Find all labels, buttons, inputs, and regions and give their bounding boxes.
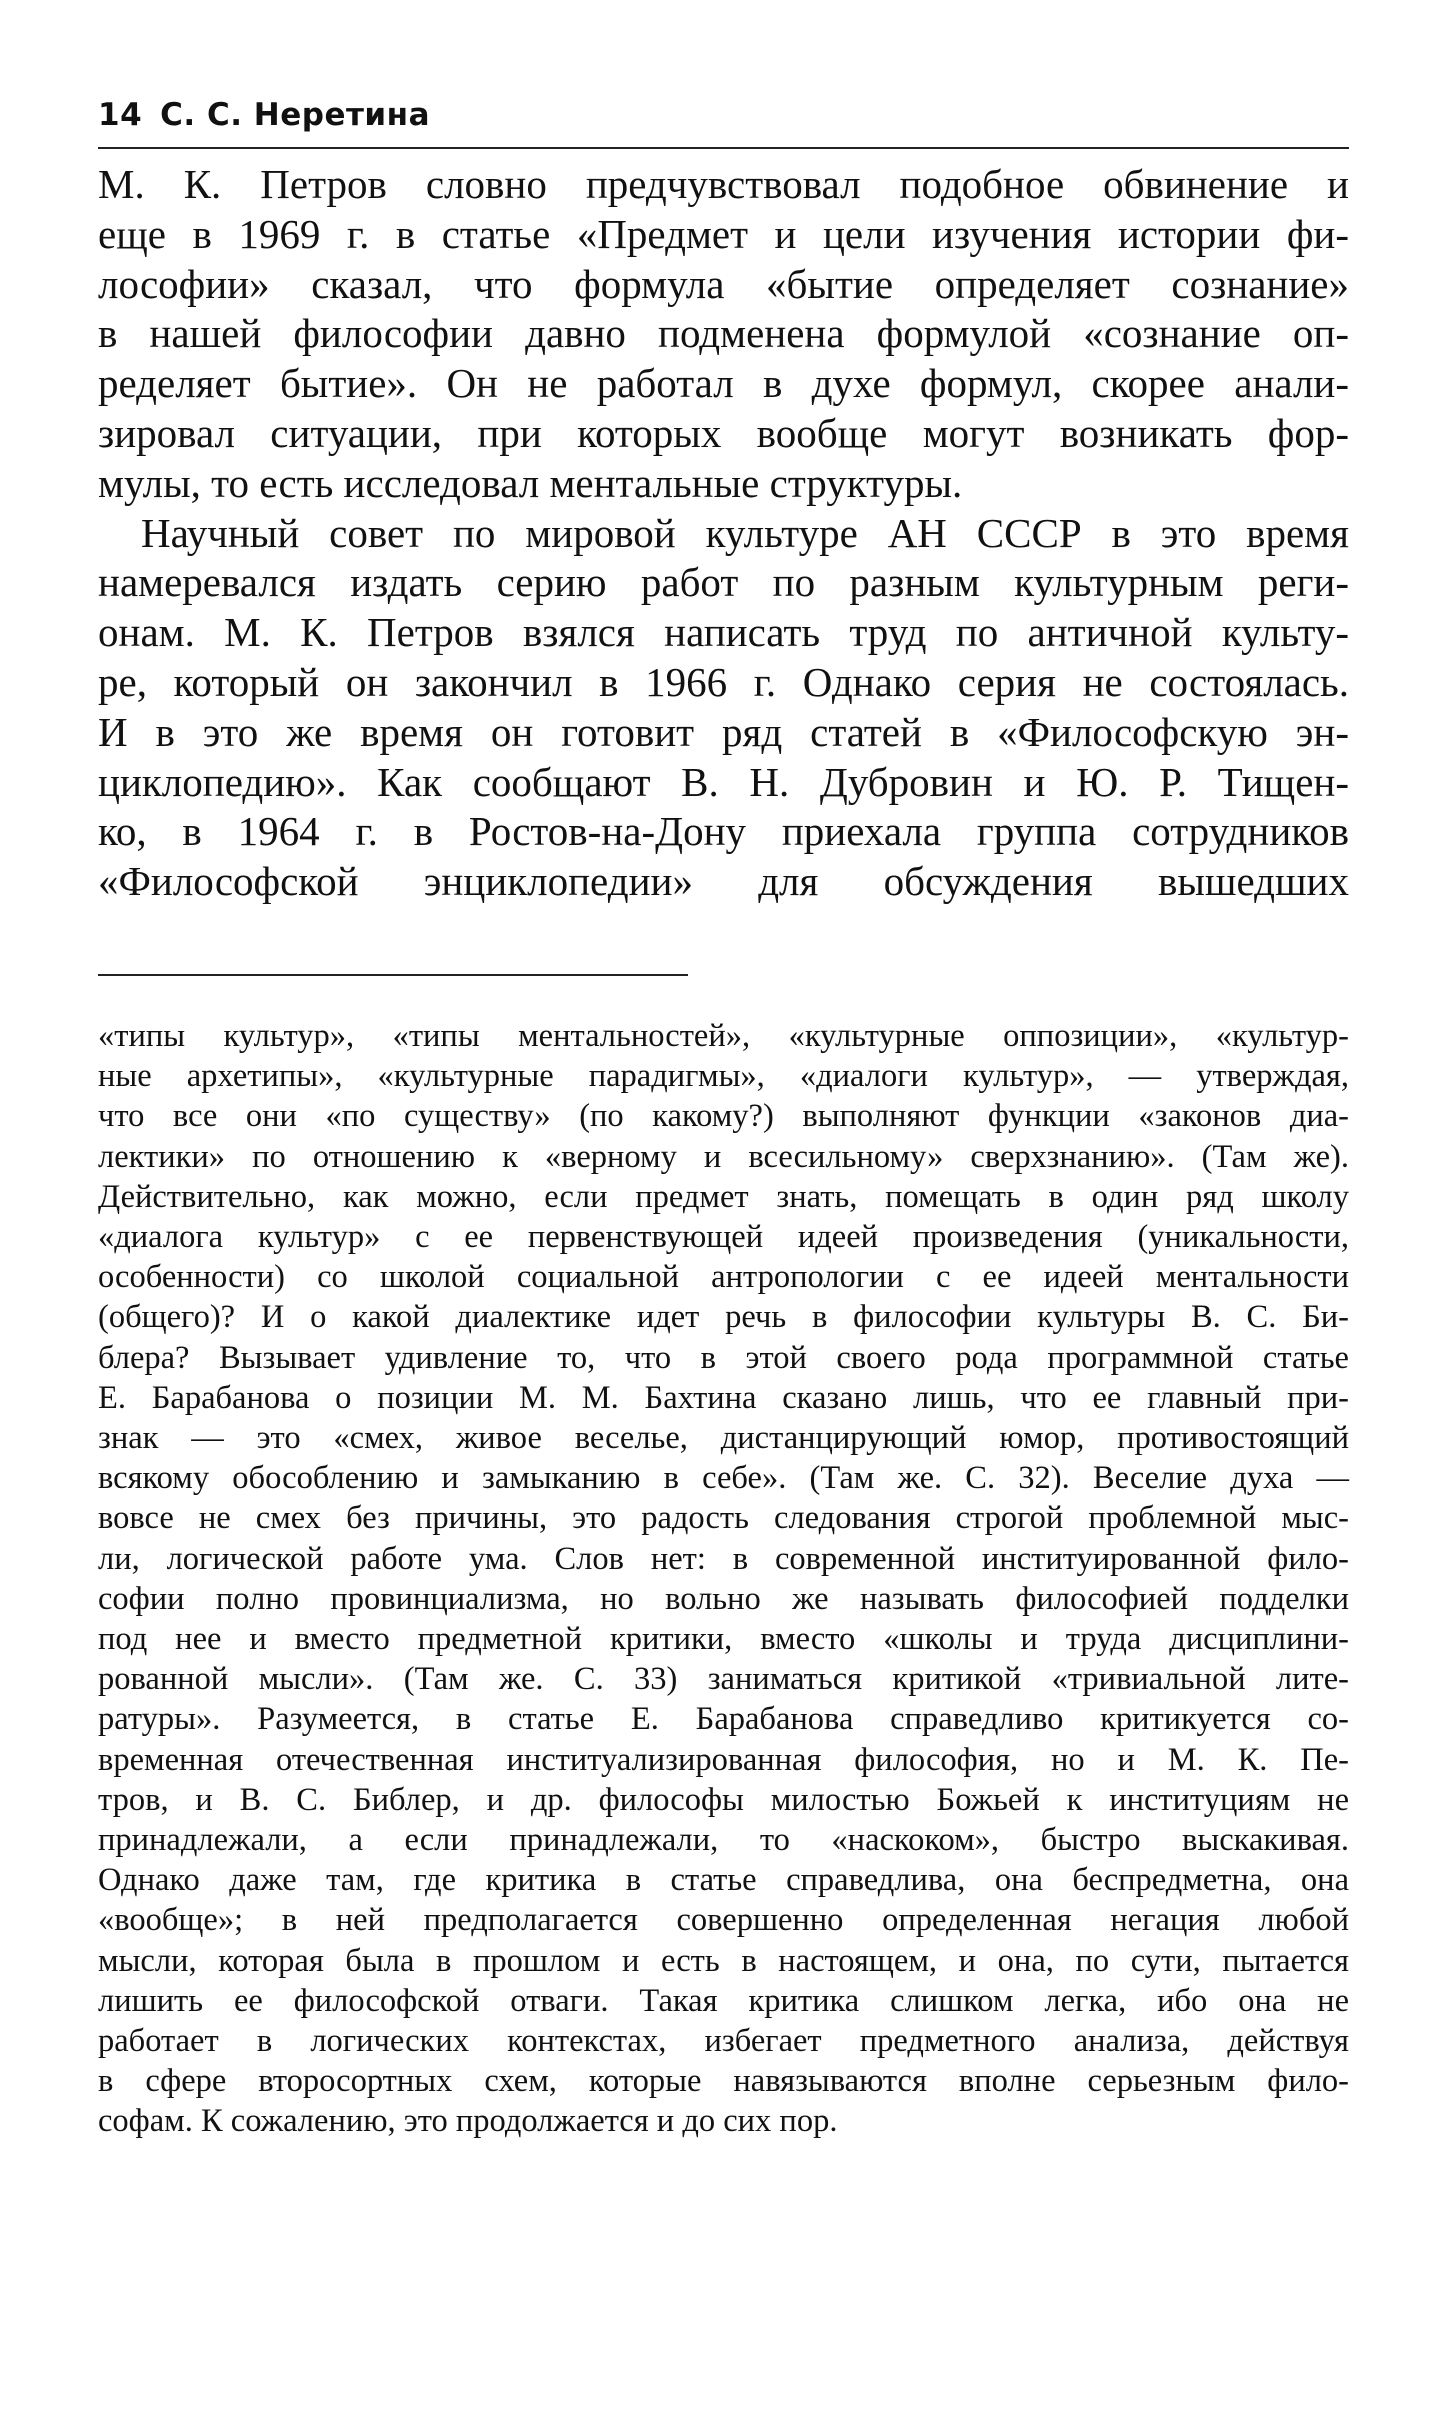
footnote-line: «диалога культур» с ее первенствующей идеей произведения (уникальности, xyxy=(98,1219,1349,1256)
text-line: циклопедию». Как сообщают В. Н. Дубровин и Ю. Р. Тищен- xyxy=(98,758,1349,805)
footnote-rule xyxy=(98,974,688,976)
text-line: лософии» сказал, что формула «бытие определяет сознание» xyxy=(98,260,1349,307)
page-number: 14 xyxy=(98,97,143,133)
footnote-line: знак — это «смех, живое веселье, дистанцирующий юмор, противостоящий xyxy=(98,1420,1349,1457)
footnote-line: ратуры». Разумеется, в статье Е. Барабанова справедливо критикуется со- xyxy=(98,1701,1349,1738)
text-line: «Философской энциклопедии» для обсуждения вышедших xyxy=(98,858,1349,905)
footnote-line: ли, логической работе ума. Слов нет: в современной институированной фило- xyxy=(98,1540,1349,1577)
footnote-line: особенности) со школой социальной антропологии с ее идеей ментальности xyxy=(98,1259,1349,1296)
footnote xyxy=(98,1016,1349,2142)
paragraph xyxy=(98,160,1349,509)
footnote-line: всякому обособлению и замыканию в себе». (Там же. С. 32). Веселие духа — xyxy=(98,1460,1349,1497)
footnote-line: работает в логических контекстах, избегает предметного анализа, действуя xyxy=(98,2023,1349,2060)
text-line: ре, который он закончил в 1966 г. Однако серия не состоялась. xyxy=(98,658,1349,705)
footnote-line: принадлежали, а если принадлежали, то «наскоком», быстро выскакивая. xyxy=(98,1822,1349,1859)
footnote-line: блера? Вызывает удивление то, что в этой своего рода программной статье xyxy=(98,1339,1349,1376)
footnote-line: Однако даже там, где критика в статье справедлива, она беспредметна, она xyxy=(98,1862,1349,1899)
text-line: намеревался издать серию работ по разным культурным реги- xyxy=(98,559,1349,606)
text-line: мулы, то есть исследовал ментальные структуры. xyxy=(98,459,963,506)
footnote-line: «типы культур», «типы ментальностей», «культурные оппозиции», «культур- xyxy=(98,1018,1349,1054)
text-line: И в это же время он готовит ряд статей в «Философскую эн- xyxy=(98,708,1349,755)
text-line: ределяет бытие». Он не работал в духе формул, скорее анали- xyxy=(98,360,1349,407)
text-line: М. К. Петров словно предчувствовал подобное обвинение и xyxy=(98,161,1349,207)
footnote-line: временная отечественная институализированная философия, но и М. К. Пе- xyxy=(98,1741,1349,1778)
footnote-line: лишить ее философской отваги. Такая критика слишком легка, ибо она не xyxy=(98,1982,1349,2019)
main-text xyxy=(98,160,1349,907)
footnote-line: «вообще»; в ней предполагается совершенно определенная негация любой xyxy=(98,1902,1349,1939)
running-head-author: С. С. Неретина xyxy=(160,97,430,133)
footnote-line: (общего)? И о какой диалектике идет речь в философии культуры В. С. Би- xyxy=(98,1299,1349,1336)
footnote-line: Е. Барабанова о позиции М. М. Бахтина сказано лишь, что ее главный при- xyxy=(98,1379,1349,1416)
footnote-line: под нее и вместо предметной критики, вместо «школы и труда дисциплини- xyxy=(98,1621,1349,1658)
footnote-line: лектики» по отношению к «верному и всесильному» сверхзнанию». (Там же). xyxy=(98,1138,1349,1175)
header-rule xyxy=(98,147,1349,149)
text-line: в нашей философии давно подменена формулой «сознание оп- xyxy=(98,310,1349,357)
footnote-line: в сфере второсортных схем, которые навязываются вполне серьезным фило- xyxy=(98,2063,1349,2100)
footnote-line: вовсе не смех без причины, это радость следования строгой проблемной мыс- xyxy=(98,1500,1349,1537)
footnote-line: что все они «по существу» (по какому?) выполняют функции «законов диа- xyxy=(98,1098,1349,1135)
paragraph xyxy=(98,509,1349,907)
footnote-line: тров, и В. С. Библер, и др. философы милостью Божьей к институциям не xyxy=(98,1781,1349,1818)
footnote-line: софии полно провинциализма, но вольно же называть философией подделки xyxy=(98,1580,1349,1617)
footnote-line: мысли, которая была в прошлом и есть в настоящем, и она, по сути, пытается xyxy=(98,1942,1349,1979)
footnote-line: ные архетипы», «культурные парадигмы», «диалоги культур», — утверждая, xyxy=(98,1058,1349,1095)
text-line: ко, в 1964 г. в Ростов-на-Дону приехала группа сотрудников xyxy=(98,808,1349,855)
text-line: Научный совет по мировой культуре АН СССР в это время xyxy=(141,509,1349,556)
text-line: онам. М. К. Петров взялся написать труд по античной культу- xyxy=(98,609,1349,656)
footnote-line: рованной мысли». (Там же. С. 33) заниматься критикой «тривиальной лите- xyxy=(98,1661,1349,1698)
text-line: зировал ситуации, при которых вообще могут возникать фор- xyxy=(98,409,1349,456)
text-line: еще в 1969 г. в статье «Предмет и цели изучения истории фи- xyxy=(98,210,1349,257)
running-head xyxy=(98,90,1348,146)
footnote-line: Действительно, как можно, если предмет знать, помещать в один ряд школу xyxy=(98,1178,1349,1215)
footnote-line: софам. К сожалению, это продолжается и до сих пор. xyxy=(98,2103,838,2140)
